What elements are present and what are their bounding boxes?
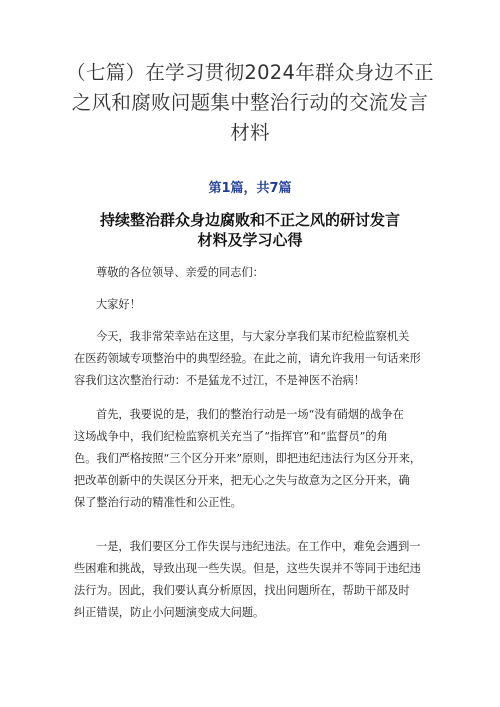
paragraph-second-point <box>74 536 434 624</box>
paragraph-introduction <box>74 326 434 392</box>
paragraph-line: 今天，我非常荣幸站在这里，与大家分享我们某市纪检监察机关 <box>96 330 410 343</box>
paragraph-line: 把改革创新中的失误区分开来，把无心之失与故意为之区分开来，确 <box>74 474 410 487</box>
paragraph-first-point <box>74 404 434 514</box>
paragraph-salutation <box>74 262 434 284</box>
paragraph-line: 首先，我要说的是，我们的整治行动是一场“没有硝烟的战争在 <box>96 408 404 421</box>
title-line: 材料 <box>230 121 270 144</box>
paragraph-line: 大家好！ <box>96 298 141 311</box>
section-subtitle <box>60 210 440 250</box>
paragraph-line: 这场战争中，我们纪检监察机关充当了“指挥官”和“监督员”的角 <box>74 430 388 443</box>
title-line: （七篇）在学习贯彻2024年群众身边不正 <box>66 61 434 84</box>
paragraph-line: 法行为。因此，我们要认真分析原因，找出问题所在，帮助干部及时 <box>74 584 410 597</box>
title-line: 之风和腐败问题集中整治行动的交流发言 <box>71 91 429 114</box>
part-label: 第1篇，共7篇 <box>208 181 292 196</box>
paragraph-greeting <box>74 294 434 316</box>
document-title <box>60 58 440 148</box>
paragraph-line: 色。我们严格按照“三个区分开来”原则，即把违纪违法行为区分开来， <box>74 452 422 465</box>
paragraph-line: 容我们这次整治行动：不是猛龙不过江，不是神医不治病！ <box>74 374 365 387</box>
paragraph-line: 纠正错误，防止小问题演变成大问题。 <box>74 606 265 619</box>
paragraph-line: 保了整治行动的精准性和公正性。 <box>74 496 242 509</box>
subtitle-line: 材料及学习心得 <box>197 231 303 249</box>
subtitle-line: 持续整治群众身边腐败和不正之风的研讨发言 <box>99 211 400 229</box>
paragraph-line: 些困难和挑战，导致出现一些失误。但是，这些失误并不等同于违纪违 <box>74 562 421 575</box>
paragraph-line: 一是，我们要区分工作失误与违纪违法。在工作中，难免会遇到一 <box>96 540 421 553</box>
paragraph-line: 在医药领域专项整治中的典型经验。在此之前，请允许我用一句话来形 <box>74 352 421 365</box>
paragraph-line: 尊敬的各位领导、亲爱的同志们： <box>96 266 264 279</box>
